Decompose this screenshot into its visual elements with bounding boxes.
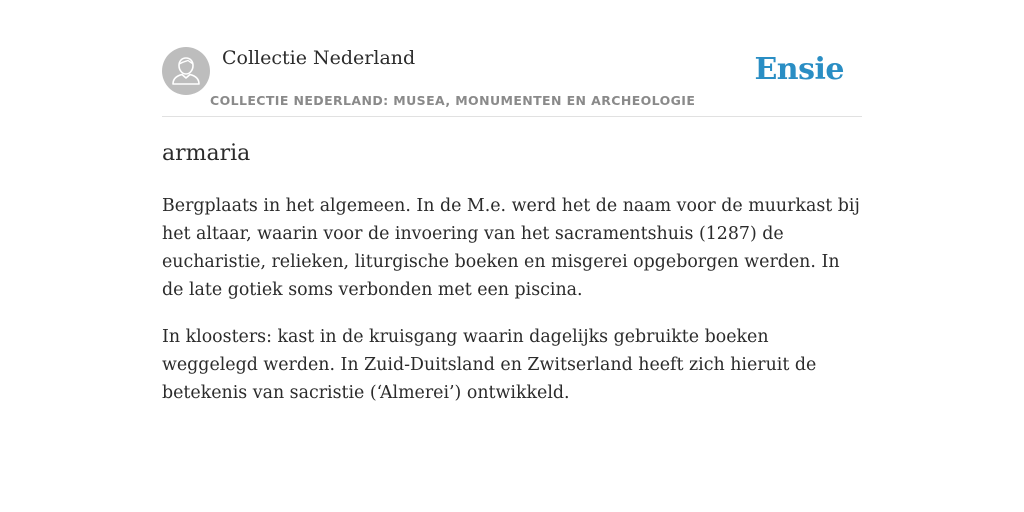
entry-body bbox=[162, 192, 862, 426]
author-name[interactable]: Collectie Nederland bbox=[222, 47, 416, 69]
entry-title: armaria bbox=[162, 141, 251, 166]
paragraph: In kloosters: kast in de kruisgang waarin dagelijks gebruikte boeken weggelegd werden. In Zuid-Duitsland en Zwitserland heeft zich hieruit de betekenis van sacristie (‘Almerei’) ontwikkeld. bbox=[162, 327, 817, 403]
paragraph: Bergplaats in het algemeen. In de M.e. werd het de naam voor de muurkast bij het altaar, waarin voor de invoering van het sacramentshuis (1287) de eucharistie, relieken, liturgische boeken en misgerei opgeborgen werden. In de late gotiek soms verbonden met een piscina. bbox=[162, 196, 860, 300]
avatar[interactable] bbox=[162, 47, 210, 95]
user-silhouette-icon bbox=[162, 47, 210, 95]
header bbox=[162, 46, 862, 117]
brand-logo[interactable]: Ensie bbox=[754, 52, 844, 87]
source-label[interactable]: COLLECTIE NEDERLAND: MUSEA, MONUMENTEN EN ARCHEOLOGIE bbox=[210, 93, 696, 108]
